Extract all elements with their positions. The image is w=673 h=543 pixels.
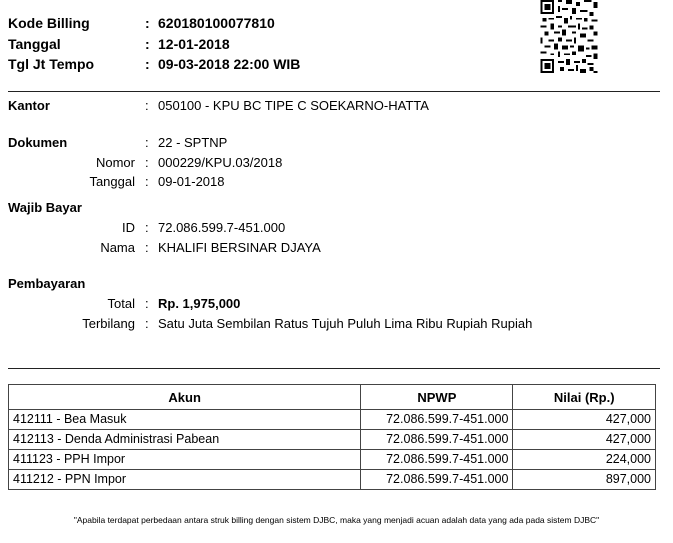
colon: : [145, 220, 149, 235]
pembayaran-label: Pembayaran [8, 276, 86, 291]
id-value: 72.086.599.7-451.000 [158, 220, 286, 235]
column-header-npwp: NPWP [361, 385, 513, 410]
colon: : [145, 174, 149, 189]
table-row [9, 470, 656, 490]
column-header-akun: Akun [9, 385, 361, 410]
colon: : [145, 56, 150, 72]
kode-billing-label: Kode Billing [8, 15, 90, 31]
tanggal-label: Tanggal [8, 36, 61, 52]
colon: : [145, 15, 150, 31]
dokumen-label: Dokumen [8, 135, 68, 150]
nomor-label: Nomor [95, 155, 135, 170]
nilai-cell: 427,000 [513, 410, 656, 430]
akun-cell: 411212 - PPN Impor [9, 470, 361, 490]
disclaimer-note: "Apabila terdapat perbedaan antara struk billing dengan sistem DJBC, maka yang menjadi acuan adalah data yang ada pada sistem DJBC" [73, 515, 600, 525]
jatuh-tempo-value: 09-03-2018 22:00 WIB [158, 56, 301, 72]
npwp-cell: 72.086.599.7-451.000 [361, 470, 513, 490]
kode-billing-value: 620180100077810 [158, 15, 275, 31]
npwp-cell: 72.086.599.7-451.000 [361, 410, 513, 430]
table-divider [8, 368, 660, 369]
table-row [9, 430, 656, 450]
kantor-label: Kantor [8, 98, 50, 113]
id-label: ID [122, 220, 135, 235]
colon: : [145, 135, 149, 150]
nilai-cell: 897,000 [513, 470, 656, 490]
nama-label: Nama [100, 240, 135, 255]
nomor-value: 000229/KPU.03/2018 [158, 155, 283, 170]
table-row [9, 410, 656, 430]
total-label: Total [107, 296, 135, 311]
nama-value: KHALIFI BERSINAR DJAYA [158, 240, 321, 255]
dokumen-tanggal-value: 09-01-2018 [158, 174, 225, 189]
terbilang-label: Terbilang [82, 316, 135, 331]
colon: : [145, 36, 150, 52]
dokumen-tanggal-label: Tanggal [89, 174, 135, 189]
column-header-nilai: Nilai (Rp.) [513, 385, 656, 410]
table-header-row [9, 385, 656, 410]
npwp-cell: 72.086.599.7-451.000 [361, 450, 513, 470]
colon: : [145, 98, 149, 113]
terbilang-value: Satu Juta Sembilan Ratus Tujuh Puluh Lima Ribu Rupiah Rupiah [158, 316, 533, 331]
dokumen-value: 22 - SPTNP [158, 135, 228, 150]
akun-cell: 412111 - Bea Masuk [9, 410, 361, 430]
kantor-value: 050100 - KPU BC TIPE C SOEKARNO-HATTA [158, 98, 429, 113]
header-divider [8, 91, 660, 92]
wajib-bayar-label: Wajib Bayar [8, 200, 82, 215]
tanggal-value: 12-01-2018 [158, 36, 230, 52]
colon: : [145, 155, 149, 170]
table-row [9, 450, 656, 470]
colon: : [145, 296, 149, 311]
colon: : [145, 316, 149, 331]
nilai-cell: 427,000 [513, 430, 656, 450]
akun-cell: 411123 - PPH Impor [9, 450, 361, 470]
nilai-cell: 224,000 [513, 450, 656, 470]
jatuh-tempo-label: Tgl Jt Tempo [8, 56, 95, 72]
npwp-cell: 72.086.599.7-451.000 [361, 430, 513, 450]
billing-table [8, 384, 656, 490]
colon: : [145, 240, 149, 255]
total-value: Rp. 1,975,000 [158, 296, 241, 311]
qr-code-icon [540, 0, 598, 73]
akun-cell: 412113 - Denda Administrasi Pabean [9, 430, 361, 450]
